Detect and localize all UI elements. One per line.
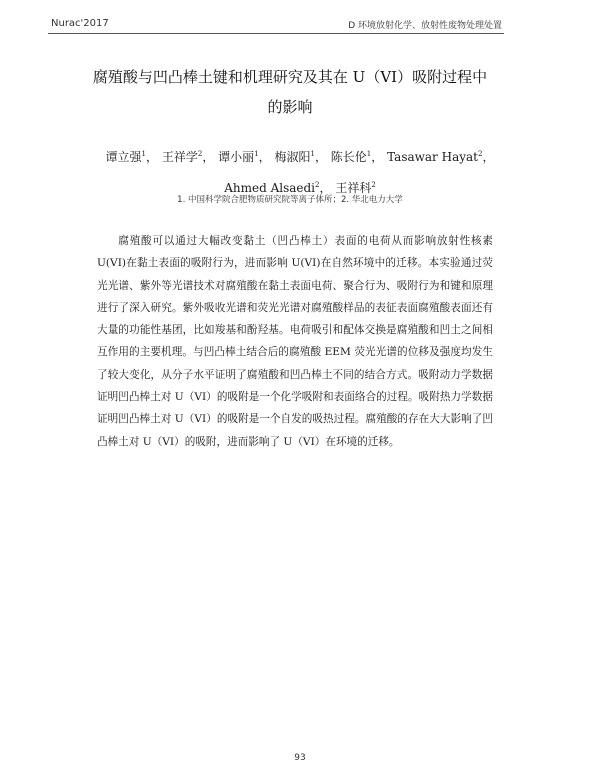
author-line-2: Ahmed Alsaedi$^2$， 王祥科$^2$	[224, 181, 376, 195]
page-number: 93	[294, 753, 306, 763]
author: 陈长伦$^1$	[330, 150, 372, 164]
header-divider	[48, 33, 504, 34]
title-line-1: 腐殖酸与凹凸棒土键和机理研究及其在 U（VI）吸附过程中	[92, 68, 488, 86]
running-header-left: Nurac'2017	[51, 18, 109, 29]
author: 王祥学$^2$	[161, 150, 203, 164]
author: 谭小丽$^1$	[218, 150, 259, 164]
affiliations: 1. 中国科学院合肥物质研究院等离子体所；2. 华北电力大学	[177, 195, 403, 205]
author: Ahmed Alsaedi$^2$	[224, 181, 320, 195]
title-line-2: 的影响	[267, 98, 313, 116]
author: Tasawar Hayat$^2$	[387, 150, 483, 164]
paper-title	[60, 62, 520, 122]
running-header-right: D 环境放射化学、放射性废物处理处置	[348, 21, 502, 31]
author: 梅淑阳$^1$	[274, 150, 315, 164]
author: 谭立强$^1$	[105, 150, 147, 164]
author: 王祥科$^2$	[335, 181, 376, 195]
abstract-body: 腐殖酸可以通过大幅改变黏土（凹凸棒土）表面的电荷从而影响放射性核素U(VI)在黏土表面的吸附行为，进而影响 U(VI)在自然环境中的迁移。本实验通过荧光光谱、紫外等光谱技术对腐殖酸在黏土表面电荷、聚合行为、吸附行为和键和原理进行了深入研究。紫外吸收光谱和荧光光谱对腐殖酸样品的表征表面腐殖酸表面还有大量的功能性基团，比如羧基和酚羟基。电荷吸引和配体交换是腐殖酸和凹土之间相互作用的主要机理。与凹凸棒土结合后的腐殖酸 EEM 荧光光谱的位移及强度均发生了较大变化，从分子水平证明了腐殖酸和凹凸棒土不同的结合方式。吸附动力学数据证明凹凸棒土对 U（VI）的吸附是一个化学吸附和表面络合的过程。吸附热力学数据证明凹凸棒土对 U（VI）的吸附是一个自发的吸热过程。腐殖酸的存在大大影响了凹凸棒土对 U（VI）的吸附，进而影响了 U（VI）在环境的迁移。	[97, 235, 493, 448]
author-line-1: 谭立强$^1$， 王祥学$^2$， 谭小丽$^1$， 梅淑阳$^1$， 陈长伦$^1$， Tasawar Hayat$^2$，	[105, 150, 495, 164]
